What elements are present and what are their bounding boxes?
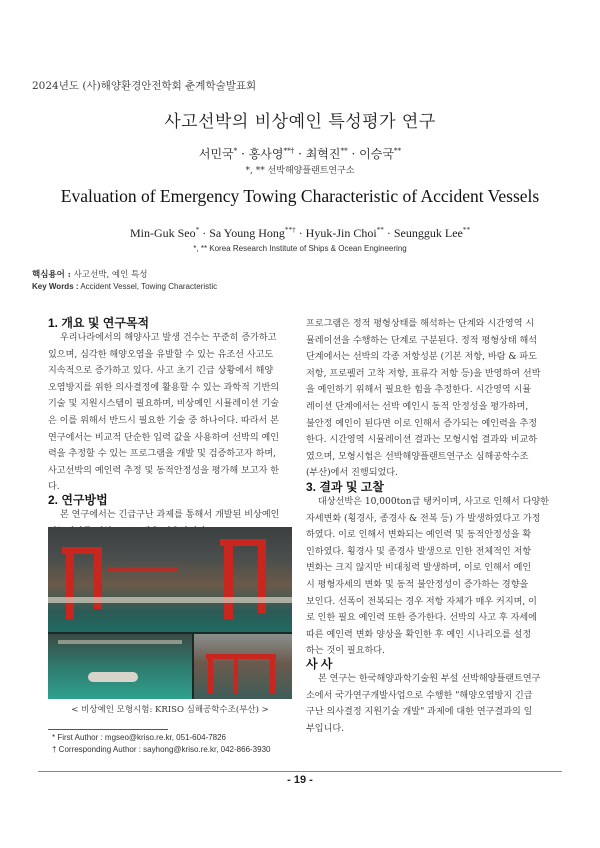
- body-line: 로 인한 필요 예인력 또한 증가한다. 선박의 사고 후 자세에: [306, 613, 537, 624]
- footnote-first-author: [52, 733, 226, 742]
- basin-overview-photo: [48, 527, 292, 632]
- authors-korean: [0, 145, 600, 162]
- body-line: 레이션 단계에서는 선박 예인시 동적 안정성을 평가하며,: [306, 401, 529, 412]
- body-line: 불안정 예인이 된다면 이로 인해서 증가되는 예인력을 추정: [306, 418, 538, 429]
- towed-model-photo: [48, 634, 192, 699]
- author-4-en: Seungguk Lee: [393, 226, 463, 240]
- authors-english: [0, 226, 600, 241]
- body-line: 본 연구에서는 긴급구난 과제를 통해서 개발된 비상예인: [60, 510, 280, 520]
- author-2-en: Sa Young Hong: [209, 226, 285, 240]
- body-line: 력을 추정할 수 있는 프로그램을 개발 및 검증하고자 하며,: [48, 449, 277, 460]
- section-3-body: [306, 494, 552, 660]
- body-line: 사고선박의 예인력 추정 및 동적안정성을 평가해 보고자 한: [48, 465, 280, 476]
- body-line: 연구에서는 비교적 단순한 입력 값을 사용하여 선박의 예인: [48, 432, 280, 443]
- footnote-text: Corresponding Author : sayhong@kriso.re.kr, 042-866-3930: [56, 745, 271, 754]
- author-sep: ·: [294, 147, 306, 161]
- author-sep: ·: [383, 226, 394, 240]
- body-line: 기술 및 지원시스템이 필요하며, 비상예인 시뮬레이션 기술: [48, 399, 280, 410]
- conference-header: 2024년도 (사)해양환경안전학회 춘계학술발표회: [32, 80, 257, 92]
- title-english: Evaluation of Emergency Towing Characteristic of Accident Vessels: [60, 186, 540, 206]
- body-line: 은 이를 위해서 반드시 필요한 기술 중 하나이다. 따라서 본: [48, 415, 279, 426]
- body-line: 한다. 시간영역 시뮬레이션 결과는 모형시험 결과와 비교하: [306, 435, 538, 446]
- author-3-en-mark: **: [376, 226, 384, 234]
- author-1-mark: *: [233, 146, 238, 155]
- author-sep: ·: [295, 226, 306, 240]
- section-3-heading: 3. 결과 및 고찰: [306, 480, 384, 494]
- body-line: 였으며, 모형시험은 선박해양플랜트연구소 심해공학수조: [306, 451, 529, 462]
- keywords-english-value: Accident Vessel, Towing Characteristic: [78, 282, 218, 291]
- body-line: 단계에서는 선박의 각종 저항성분 (기본 저항, 바람 & 파도: [306, 352, 537, 363]
- body-line: 오염방지를 위한 의사결정에 활용할 수 있는 과학적 기반의: [48, 382, 280, 393]
- author-2: 홍사영: [248, 147, 284, 161]
- author-3-en: Hyuk-Jin Choi: [305, 226, 377, 240]
- author-sep: ·: [237, 147, 249, 161]
- author-sep: ·: [199, 226, 210, 240]
- title-korean: 사고선박의 비상예인 특성평가 연구: [164, 112, 436, 132]
- keywords-korean: [32, 268, 147, 280]
- figure-caption: < 비상예인 모형시험: KRISO 심해공학수조(부산) >: [71, 705, 269, 715]
- body-line: 자세변화 (횡경사, 종경사 & 전복 등) 가 발생하였다고 가정: [306, 513, 541, 524]
- body-line: (부산)에서 진행되었다.: [306, 468, 398, 479]
- body-line: 을 예인하기 위해서 필요한 힘을 추정한다. 시간영역 시뮬: [306, 385, 532, 396]
- body-line: 다.: [48, 482, 60, 493]
- body-line: 변화는 크지 않지만 비대칭력 발생하며, 이로 인해서 예인: [306, 563, 532, 574]
- carriage-frame-photo: [194, 634, 292, 699]
- body-line: 따른 예인력 변화 양상을 확인한 후 예인 시나리오를 설정: [306, 629, 532, 640]
- body-line: 하였다. 이로 인해서 변화되는 예인력 및 동적안정성을 확: [306, 530, 532, 541]
- body-line: 보인다. 선폭이 전복되는 경우 저항 자체가 매우 커지며, 이: [306, 596, 537, 607]
- author-3: 최혁진: [305, 147, 341, 161]
- keywords-english: [32, 282, 217, 291]
- author-sep: ·: [347, 147, 360, 161]
- page-footer-rule: [38, 771, 562, 772]
- section-2-heading: 2. 연구방법: [48, 493, 108, 507]
- author-3-mark: **: [340, 146, 348, 155]
- acknowledgment-body: [306, 671, 552, 737]
- towing-model-test-photo: [48, 527, 292, 699]
- body-line: 소에서 국가연구개발사업으로 수행한 "해양오염방지 긴급: [306, 690, 533, 701]
- author-1-en: Min-Guk Seo: [129, 226, 196, 240]
- body-line: 하는 것이 필요하다.: [306, 646, 385, 657]
- affiliation-english: *, ** Korea Research Institute of Ships & Ocean Engineering: [193, 244, 407, 253]
- body-line: 뮬레이션을 수행하는 단계로 구분된다. 정적 평형상태 해석: [306, 335, 538, 346]
- footnote-mark: †: [52, 745, 57, 754]
- body-line: 시 평형자세의 변화 및 동적 불안정성이 증가하는 경향을: [306, 579, 529, 590]
- keywords-english-label: Key Words :: [32, 282, 79, 291]
- body-line: 있으며, 심각한 해양오염을 유발할 수 있는 유조선 사고도: [48, 349, 274, 360]
- body-line: 우리나라에서의 해양사고 발생 건수는 꾸준히 증가하고: [60, 333, 277, 343]
- body-line: 부입니다.: [306, 723, 345, 734]
- page-number: - 19 -: [287, 774, 313, 786]
- body-line: 저항, 프로펠러 고착 저항, 표류각 저항 등)을 반영하여 선박: [306, 368, 541, 379]
- section-2-continued: [306, 316, 552, 482]
- body-line: 프로그램은 정적 평형상태를 해석하는 단계와 시간영역 시: [306, 319, 535, 329]
- keywords-korean-value: 사고선박, 예인 특성: [70, 270, 148, 280]
- body-line: 지속적으로 증가하고 있다. 사고 초기 긴급 상황에서 해양: [48, 366, 274, 377]
- author-4-en-mark: **: [462, 226, 471, 234]
- author-1-en-mark: *: [195, 226, 200, 234]
- footnote-text: First Author : mgseo@kriso.re.kr, 051-604-7826: [55, 733, 226, 742]
- acknowledgment-heading: 사 사: [306, 657, 333, 671]
- section-1-body: [48, 330, 292, 496]
- affiliation-korean: *, ** 선박해양플랜트연구소: [245, 166, 355, 176]
- keywords-korean-label: 핵심용어 :: [32, 270, 71, 280]
- footnote-mark: *: [52, 733, 56, 742]
- body-line: 대상선박은 10,000ton급 탱커이며, 사고로 인해서 다양한: [318, 497, 550, 507]
- body-line: 본 연구는 한국해양과학기술원 부설 선박해양플랜트연구: [318, 674, 541, 684]
- section-1-heading: 1. 개요 및 연구목적: [48, 316, 150, 330]
- body-line: 인하였다. 횡경사 및 종경사 발생으로 인한 전체적인 저항: [306, 546, 532, 557]
- footnote-divider: [48, 729, 168, 730]
- author-2-en-mark: **†: [284, 226, 296, 234]
- author-1: 서민국: [198, 147, 234, 161]
- footnote-corresponding-author: [52, 745, 270, 754]
- body-line: 구난 의사결정 지원기술 개발" 과제에 대한 연구결과의 일: [306, 707, 533, 718]
- author-2-mark: **†: [283, 146, 295, 155]
- author-4: 이승국: [359, 147, 394, 161]
- author-4-mark: **: [393, 146, 402, 155]
